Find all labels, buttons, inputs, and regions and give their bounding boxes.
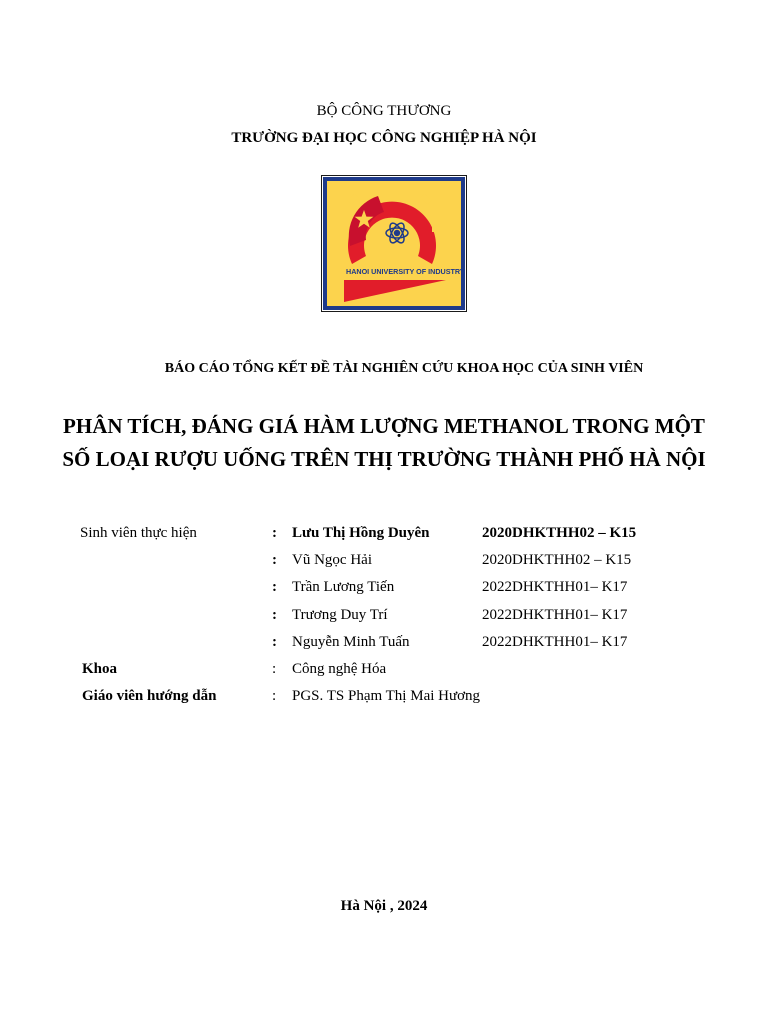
student-row: [0, 607, 768, 631]
student-name: Nguyễn Minh Tuấn: [292, 634, 410, 650]
university-logo: [321, 175, 467, 312]
advisor-label: Giáo viên hướng dẫn: [82, 688, 217, 704]
university-name: TRƯỜNG ĐẠI HỌC CÔNG NGHIỆP HÀ NỘI: [231, 130, 537, 146]
place-date: Hà Nội , 2024: [340, 898, 428, 914]
student-row: [0, 579, 768, 603]
separator: :: [272, 607, 277, 623]
advisor-row: [0, 688, 768, 712]
ministry-name: BỘ CÔNG THƯƠNG: [316, 103, 452, 119]
faculty-row: [0, 661, 768, 685]
separator: :: [272, 688, 277, 704]
student-class: 2022DHKTHH01– K17: [482, 634, 628, 650]
logo-text: HANOI UNIVERSITY OF INDUSTRY: [346, 267, 465, 276]
student-class: 2020DHKTHH02 – K15: [482, 525, 637, 541]
separator: :: [272, 552, 277, 568]
student-row: [0, 525, 768, 549]
separator: :: [272, 634, 277, 650]
students-label: Sinh viên thực hiện: [80, 525, 197, 541]
faculty-label: Khoa: [82, 661, 118, 677]
student-row: [0, 552, 768, 576]
student-row: [0, 634, 768, 658]
student-class: 2022DHKTHH01– K17: [482, 579, 628, 595]
report-title-line-2: SỐ LOẠI RƯỢU UỐNG TRÊN THỊ TRƯỜNG THÀNH PHỐ HÀ NỘI: [62, 447, 706, 471]
separator: :: [272, 525, 277, 541]
student-class: 2022DHKTHH01– K17: [482, 607, 628, 623]
student-class: 2020DHKTHH02 – K15: [482, 552, 632, 568]
student-name: Trần Lương Tiến: [292, 579, 395, 595]
advisor-value: PGS. TS Phạm Thị Mai Hương: [292, 688, 481, 704]
report-title: [0, 410, 768, 476]
faculty-value: Công nghệ Hóa: [292, 661, 387, 677]
report-title-line-1: PHÂN TÍCH, ĐÁNG GIÁ HÀM LƯỢNG METHANOL TRONG MỘT: [63, 414, 705, 438]
report-type: BÁO CÁO TỔNG KẾT ĐỀ TÀI NGHIÊN CỨU KHOA HỌC CỦA SINH VIÊN: [164, 361, 644, 376]
separator: :: [272, 661, 277, 677]
student-name: Vũ Ngọc Hải: [292, 552, 372, 568]
student-name: Trương Duy Trí: [292, 607, 388, 623]
separator: :: [272, 579, 277, 595]
student-name: Lưu Thị Hồng Duyên: [292, 525, 430, 541]
